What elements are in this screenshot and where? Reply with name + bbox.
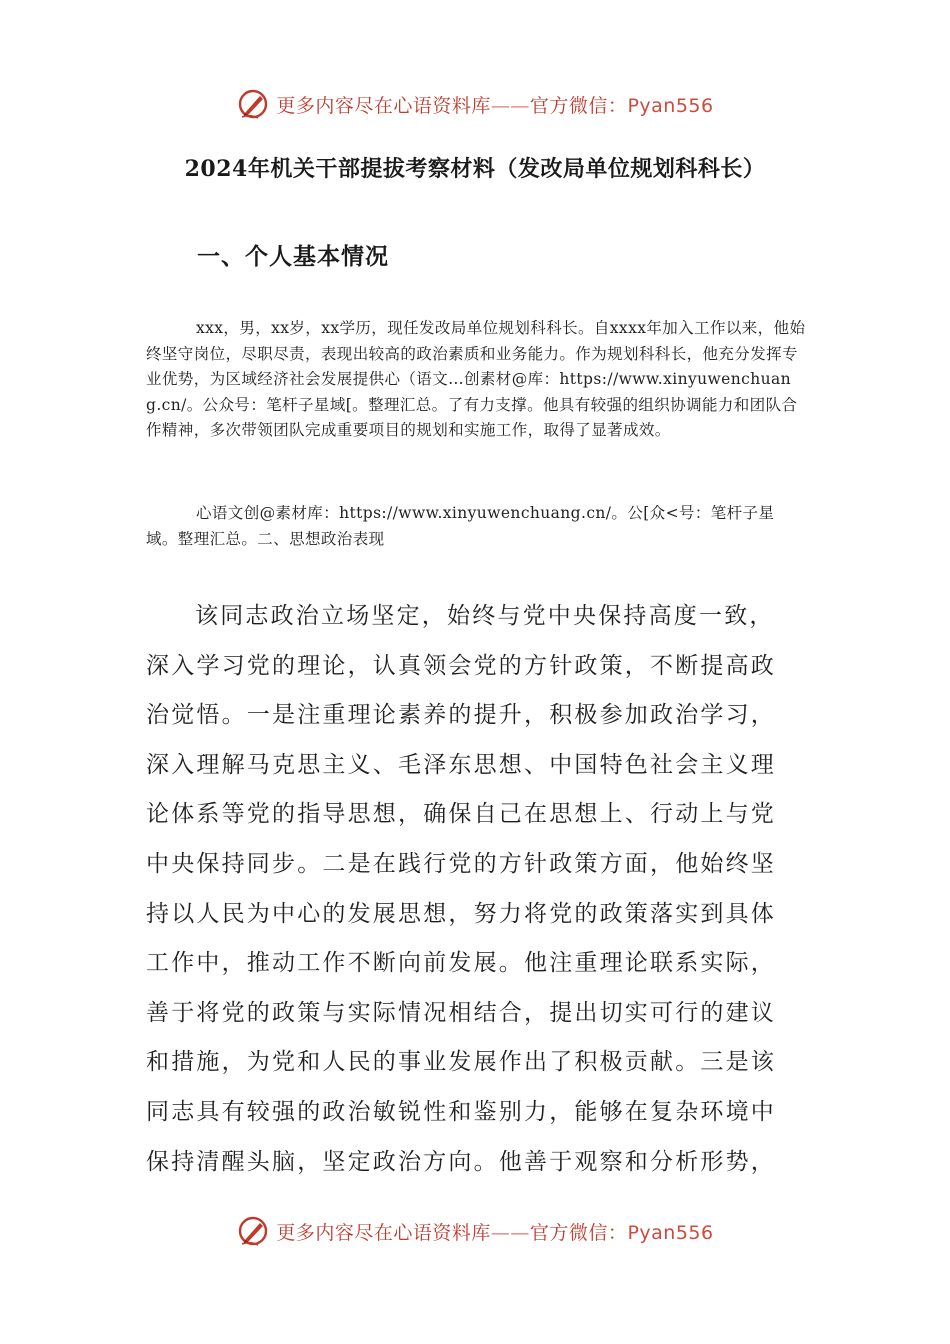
watermark-text <box>276 91 713 118</box>
watermark-separator: —— <box>490 94 530 117</box>
watermark-separator: —— <box>490 1221 530 1244</box>
watermark-brand: 更多内容尽在心语资料库 <box>276 1221 491 1244</box>
watermark-brand: 更多内容尽在心语资料库 <box>276 94 491 117</box>
pen-logo-icon <box>236 1214 270 1248</box>
watermark-id: Pyan556 <box>627 94 714 117</box>
pen-logo-icon <box>236 87 270 121</box>
watermark-text <box>276 1218 713 1245</box>
document-title: 2024年机关干部提拔考察材料（发改局单位规划科科长） <box>184 156 766 182</box>
paragraph-personal-info: xxx，男，xx岁，xx学历，现任发改局单位规划科科长。自xxxx年加入工作以来，他始终坚守岗位，尽职尽责，表现出较高的政治素质和业务能力。作为规划科科长，他充分发挥专业优势，为区域经济社会发展提供心（语文…创素材@库：https://www.xinyuwenchuang.cn/。公众号：笔杆子星域[。整理汇总。了有力支撑。他具有较强的组织协调能力和团队合作精神，多次带领团队完成重要项目的规划和实施工作，取得了显著成效。 <box>146 319 806 439</box>
watermark-label: 官方微信： <box>529 1221 628 1244</box>
paragraph-political-performance: 该同志政治立场坚定，始终与党中央保持高度一致，深入学习党的理论，认真领会党的方针政策，不断提高政治觉悟。一是注重理论素养的提升，积极参加政治学习，深入理解马克思主义、毛泽东思想、中国特色社会主义理论体系等党的指导思想，确保自己在思想上、行动上与党中央保持同步。二是在践行党的方针政策方面，他始终坚持以人民为中心的发展思想，努力将党的政策落实到具体工作中，推动工作不断向前发展。他注重理论联系实际，善于将党的政策与实际情况相结合，提出切实可行的建议和措施，为党和人民的事业发展作出了积极贡献。三是该同志具有较强的政治敏锐性和鉴别力，能够在复杂环境中保持清醒头脑，坚定政治方向。他善于观察和分析形势， <box>146 603 776 1175</box>
watermark-label: 官方微信： <box>529 94 628 117</box>
paragraph-source-note: 心语文创@素材库：https://www.xinyuwenchuang.cn/。公[众<号：笔杆子星域。整理汇总。二、思想政治表现 <box>146 504 775 548</box>
header-watermark <box>0 84 950 124</box>
watermark-id: Pyan556 <box>627 1221 714 1244</box>
footer-watermark <box>0 1211 950 1251</box>
section-heading-personal-info: 一、个人基本情况 <box>197 243 389 270</box>
